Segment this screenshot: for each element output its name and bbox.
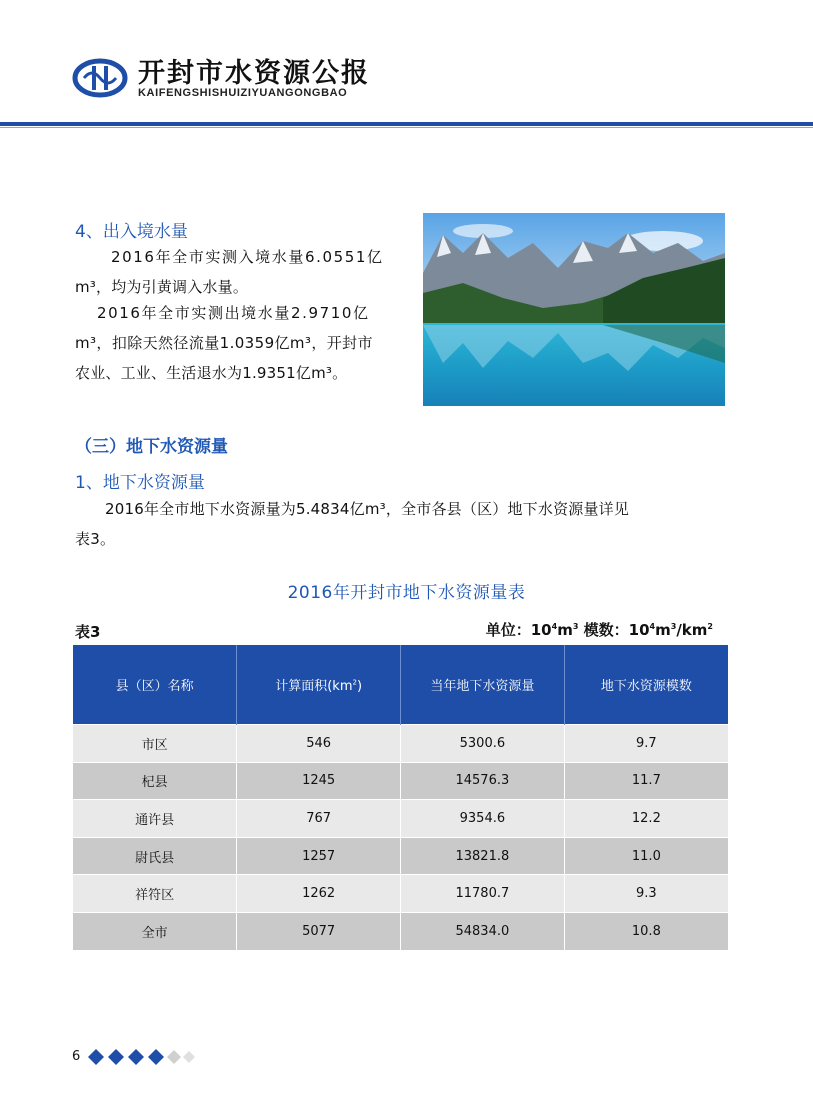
cell-name: 杞县 (73, 762, 237, 800)
paragraph-line: 2016年全市地下水资源量为5.4834亿m³，全市各县（区）地下水资源量详见 (105, 500, 630, 518)
paragraph-line: 表3。 (75, 530, 116, 548)
header-area-exp: 2 (352, 678, 357, 687)
cell-name: 尉氏县 (73, 837, 237, 875)
header-name: 县（区）名称 (73, 645, 237, 725)
section-3-heading: （三）地下水资源量 (75, 437, 228, 457)
header-area-close: ) (356, 679, 363, 694)
table-unit (486, 619, 713, 640)
page-number: 6 (72, 1049, 81, 1064)
paragraph-line: 2016年全市实测入境水量6.0551亿 (111, 248, 384, 266)
header-area (237, 645, 401, 725)
cell-area: 1245 (237, 762, 401, 800)
cell-name: 祥符区 (73, 875, 237, 913)
table-row (73, 837, 728, 875)
paragraph-line: 2016年全市实测出境水量2.9710亿 (97, 304, 370, 322)
water-resource-logo-icon (72, 58, 128, 98)
cell-resource: 11780.7 (401, 875, 565, 913)
cell-resource: 14576.3 (401, 762, 565, 800)
unit-text: m (557, 621, 573, 639)
cell-name: 市区 (73, 725, 237, 763)
table-title: 2016年开封市地下水资源量表 (287, 583, 526, 603)
section-4-paragraph-2 (75, 298, 405, 388)
unit-text: m (655, 621, 671, 639)
table-label: 表3 (75, 623, 101, 641)
header-divider (0, 122, 813, 126)
cell-modulus: 9.3 (564, 875, 728, 913)
groundwater-table (73, 645, 728, 950)
header-modulus: 地下水资源模数 (564, 645, 728, 725)
section-4-heading: 4、出入境水量 (75, 222, 188, 242)
header-resource: 当年地下水资源量 (401, 645, 565, 725)
section-3-1-heading: 1、地下水资源量 (75, 473, 205, 493)
unit-exp: 4 (551, 622, 558, 631)
cell-area: 767 (237, 800, 401, 838)
cell-resource: 13821.8 (401, 837, 565, 875)
cell-resource: 5300.6 (401, 725, 565, 763)
table-row (73, 762, 728, 800)
table-row (73, 875, 728, 913)
table-row (73, 912, 728, 949)
cell-modulus: 11.7 (564, 762, 728, 800)
table-row (73, 725, 728, 763)
cell-name: 全市 (73, 912, 237, 949)
cell-area: 1257 (237, 837, 401, 875)
paragraph-line: 农业、工业、生活退水为1.9351亿m³。 (75, 364, 348, 382)
unit-exp: 2 (707, 622, 713, 631)
unit-text: 单位：10 (485, 621, 552, 639)
report-subtitle: KAIFENGSHISHUIZIYUANGONGBAO (138, 87, 348, 99)
cell-area: 5077 (237, 912, 401, 949)
unit-exp: 3 (572, 622, 579, 631)
unit-exp: 4 (649, 622, 656, 631)
unit-text: /km (676, 621, 708, 639)
diamond-decoration-icon (86, 1047, 196, 1067)
section-4-paragraph-1 (75, 242, 405, 302)
header-divider-thin (0, 127, 813, 128)
mountain-lake-photo (423, 213, 725, 406)
unit-text: 模数：10 (578, 621, 650, 639)
cell-resource: 9354.6 (401, 800, 565, 838)
unit-exp: 3 (670, 622, 677, 631)
cell-modulus: 9.7 (564, 725, 728, 763)
paragraph-line: m³，扣除天然径流量1.0359亿m³，开封市 (75, 334, 373, 352)
report-title: 开封市水资源公报 (138, 58, 370, 89)
cell-name: 通许县 (73, 800, 237, 838)
cell-modulus: 11.0 (564, 837, 728, 875)
cell-area: 546 (237, 725, 401, 763)
section-3-1-paragraph (75, 494, 715, 554)
header-area-text: 计算面积(km (275, 679, 353, 694)
paragraph-line: m³，均为引黄调入水量。 (75, 278, 249, 296)
cell-modulus: 10.8 (564, 912, 728, 949)
table-row (73, 800, 728, 838)
table-header-row (73, 645, 728, 725)
cell-modulus: 12.2 (564, 800, 728, 838)
cell-area: 1262 (237, 875, 401, 913)
cell-resource: 54834.0 (401, 912, 565, 949)
